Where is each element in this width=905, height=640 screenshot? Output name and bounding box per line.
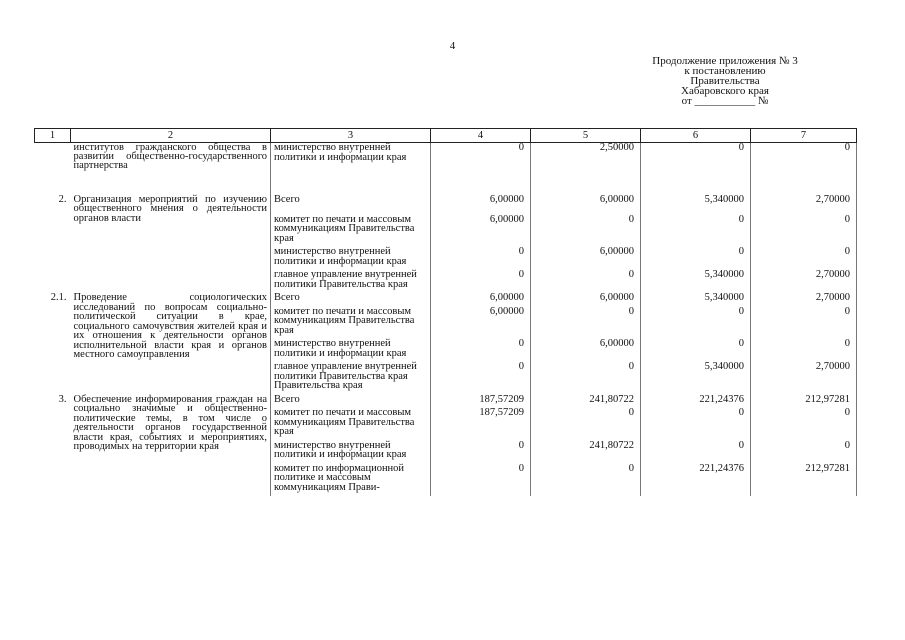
financing-table [34, 128, 857, 496]
value-col6: 221,24376 [641, 395, 751, 409]
table-row [35, 395, 857, 409]
executor: министерство внутренней политики и информации края [271, 339, 431, 362]
column-header: 1 [35, 129, 71, 143]
column-header: 3 [271, 129, 431, 143]
page-number: 4 [449, 40, 456, 52]
value-col4: 6,00000 [431, 215, 531, 248]
executor: главное управление внутренней политики Правительства края Правительства края [271, 362, 431, 395]
value-col7: 0 [751, 339, 857, 362]
value-col6: 0 [641, 408, 751, 441]
value-col4: 187,57209 [431, 395, 531, 409]
executor: Всего [271, 395, 431, 409]
value-col7: 2,70000 [751, 270, 857, 293]
header-row [35, 129, 857, 143]
value-col4: 0 [431, 464, 531, 497]
value-col5: 241,80722 [531, 441, 641, 464]
table-row [35, 293, 857, 307]
value-col6: 5,340000 [641, 270, 751, 293]
value-col7: 0 [751, 307, 857, 340]
value-col7: 212,97281 [751, 395, 857, 409]
value-col6: 5,340000 [641, 195, 751, 215]
value-col5: 0 [531, 307, 641, 340]
value-col7: 0 [751, 143, 857, 195]
row-index: 2. [58, 193, 67, 205]
value-col6: 5,340000 [641, 362, 751, 395]
value-col4: 0 [431, 362, 531, 395]
executor: комитет по печати и массовым коммуникациям Правительства края [271, 215, 431, 248]
appendix-line-4: Хабаровского края [681, 85, 769, 97]
value-col7: 0 [751, 408, 857, 441]
column-header: 4 [431, 129, 531, 143]
column-header: 5 [531, 129, 641, 143]
value-col7: 212,97281 [751, 464, 857, 497]
appendix-line-2: к постановлению [684, 65, 766, 77]
executor: комитет по печати и массовым коммуникациям Правительства края [271, 408, 431, 441]
row-index [35, 143, 71, 195]
executor: комитет по информационной политике и массовым коммуникациям Прави- [271, 464, 431, 497]
value-col5: 0 [531, 408, 641, 441]
value-col6: 5,340000 [641, 293, 751, 307]
value-col7: 0 [751, 441, 857, 464]
measure-name: институтов гражданского общества в развитии общественно-государственного партнерства [73, 142, 267, 171]
value-col7: 0 [751, 215, 857, 248]
appendix-note [620, 56, 830, 106]
value-col6: 221,24376 [641, 464, 751, 497]
value-col5: 6,00000 [531, 247, 641, 270]
value-col7: 2,70000 [751, 362, 857, 395]
measure-name: Организация мероприятий по изучению общественного мнения о деятельности органов власти [73, 193, 267, 224]
value-col6: 0 [641, 441, 751, 464]
executor: главное управление внутренней политики Правительства края [271, 270, 431, 293]
value-col5: 6,00000 [531, 195, 641, 215]
executor: Всего [271, 195, 431, 215]
table-row [35, 195, 857, 215]
value-col4: 0 [431, 270, 531, 293]
executor: комитет по печати и массовым коммуникациям Правительства края [271, 307, 431, 340]
value-col6: 0 [641, 307, 751, 340]
measure-name: Проведение социологических исследований по вопросам социально-политической ситуации в крае, социального самочувствия жителей края и их отношения к деятельности органов исполнительной власти края и органов местного самоуправления [73, 292, 267, 360]
value-col4: 6,00000 [431, 293, 531, 307]
value-col5: 0 [531, 270, 641, 293]
row-index: 2.1. [50, 292, 67, 303]
value-col7: 0 [751, 247, 857, 270]
value-col5: 6,00000 [531, 339, 641, 362]
value-col5: 241,80722 [531, 395, 641, 409]
value-col7: 2,70000 [751, 293, 857, 307]
value-col5: 2,50000 [531, 143, 641, 195]
appendix-line-3: Правительства [690, 75, 760, 87]
column-header: 6 [641, 129, 751, 143]
value-col4: 0 [431, 143, 531, 195]
executor: министерство внутренней политики и информации края [271, 441, 431, 464]
row-index: 3. [58, 393, 67, 405]
value-col4: 187,57209 [431, 408, 531, 441]
value-col7: 2,70000 [751, 195, 857, 215]
measure-name: Обеспечение информирования граждан на социально значимые и общественно-политические темы, в том числе о деятельности органов государственной власти края, событиях и мероприятиях, проводимых на территории края [73, 393, 267, 452]
value-col4: 0 [431, 339, 531, 362]
appendix-line-1: Продолжение приложения № 3 [652, 55, 798, 67]
value-col5: 0 [531, 464, 641, 497]
executor: министерство внутренней политики и информации края [271, 143, 431, 195]
value-col6: 0 [641, 215, 751, 248]
value-col4: 0 [431, 247, 531, 270]
value-col6: 0 [641, 143, 751, 195]
executor: Всего [271, 293, 431, 307]
value-col4: 6,00000 [431, 195, 531, 215]
value-col6: 0 [641, 247, 751, 270]
value-col5: 0 [531, 215, 641, 248]
value-col5: 6,00000 [531, 293, 641, 307]
value-col4: 6,00000 [431, 307, 531, 340]
column-header: 2 [71, 129, 271, 143]
appendix-line-5: от ___________ № [681, 95, 769, 107]
value-col5: 0 [531, 362, 641, 395]
table-row [35, 143, 857, 195]
value-col6: 0 [641, 339, 751, 362]
column-header: 7 [751, 129, 857, 143]
value-col4: 0 [431, 441, 531, 464]
executor: министерство внутренней политики и информации края [271, 247, 431, 270]
